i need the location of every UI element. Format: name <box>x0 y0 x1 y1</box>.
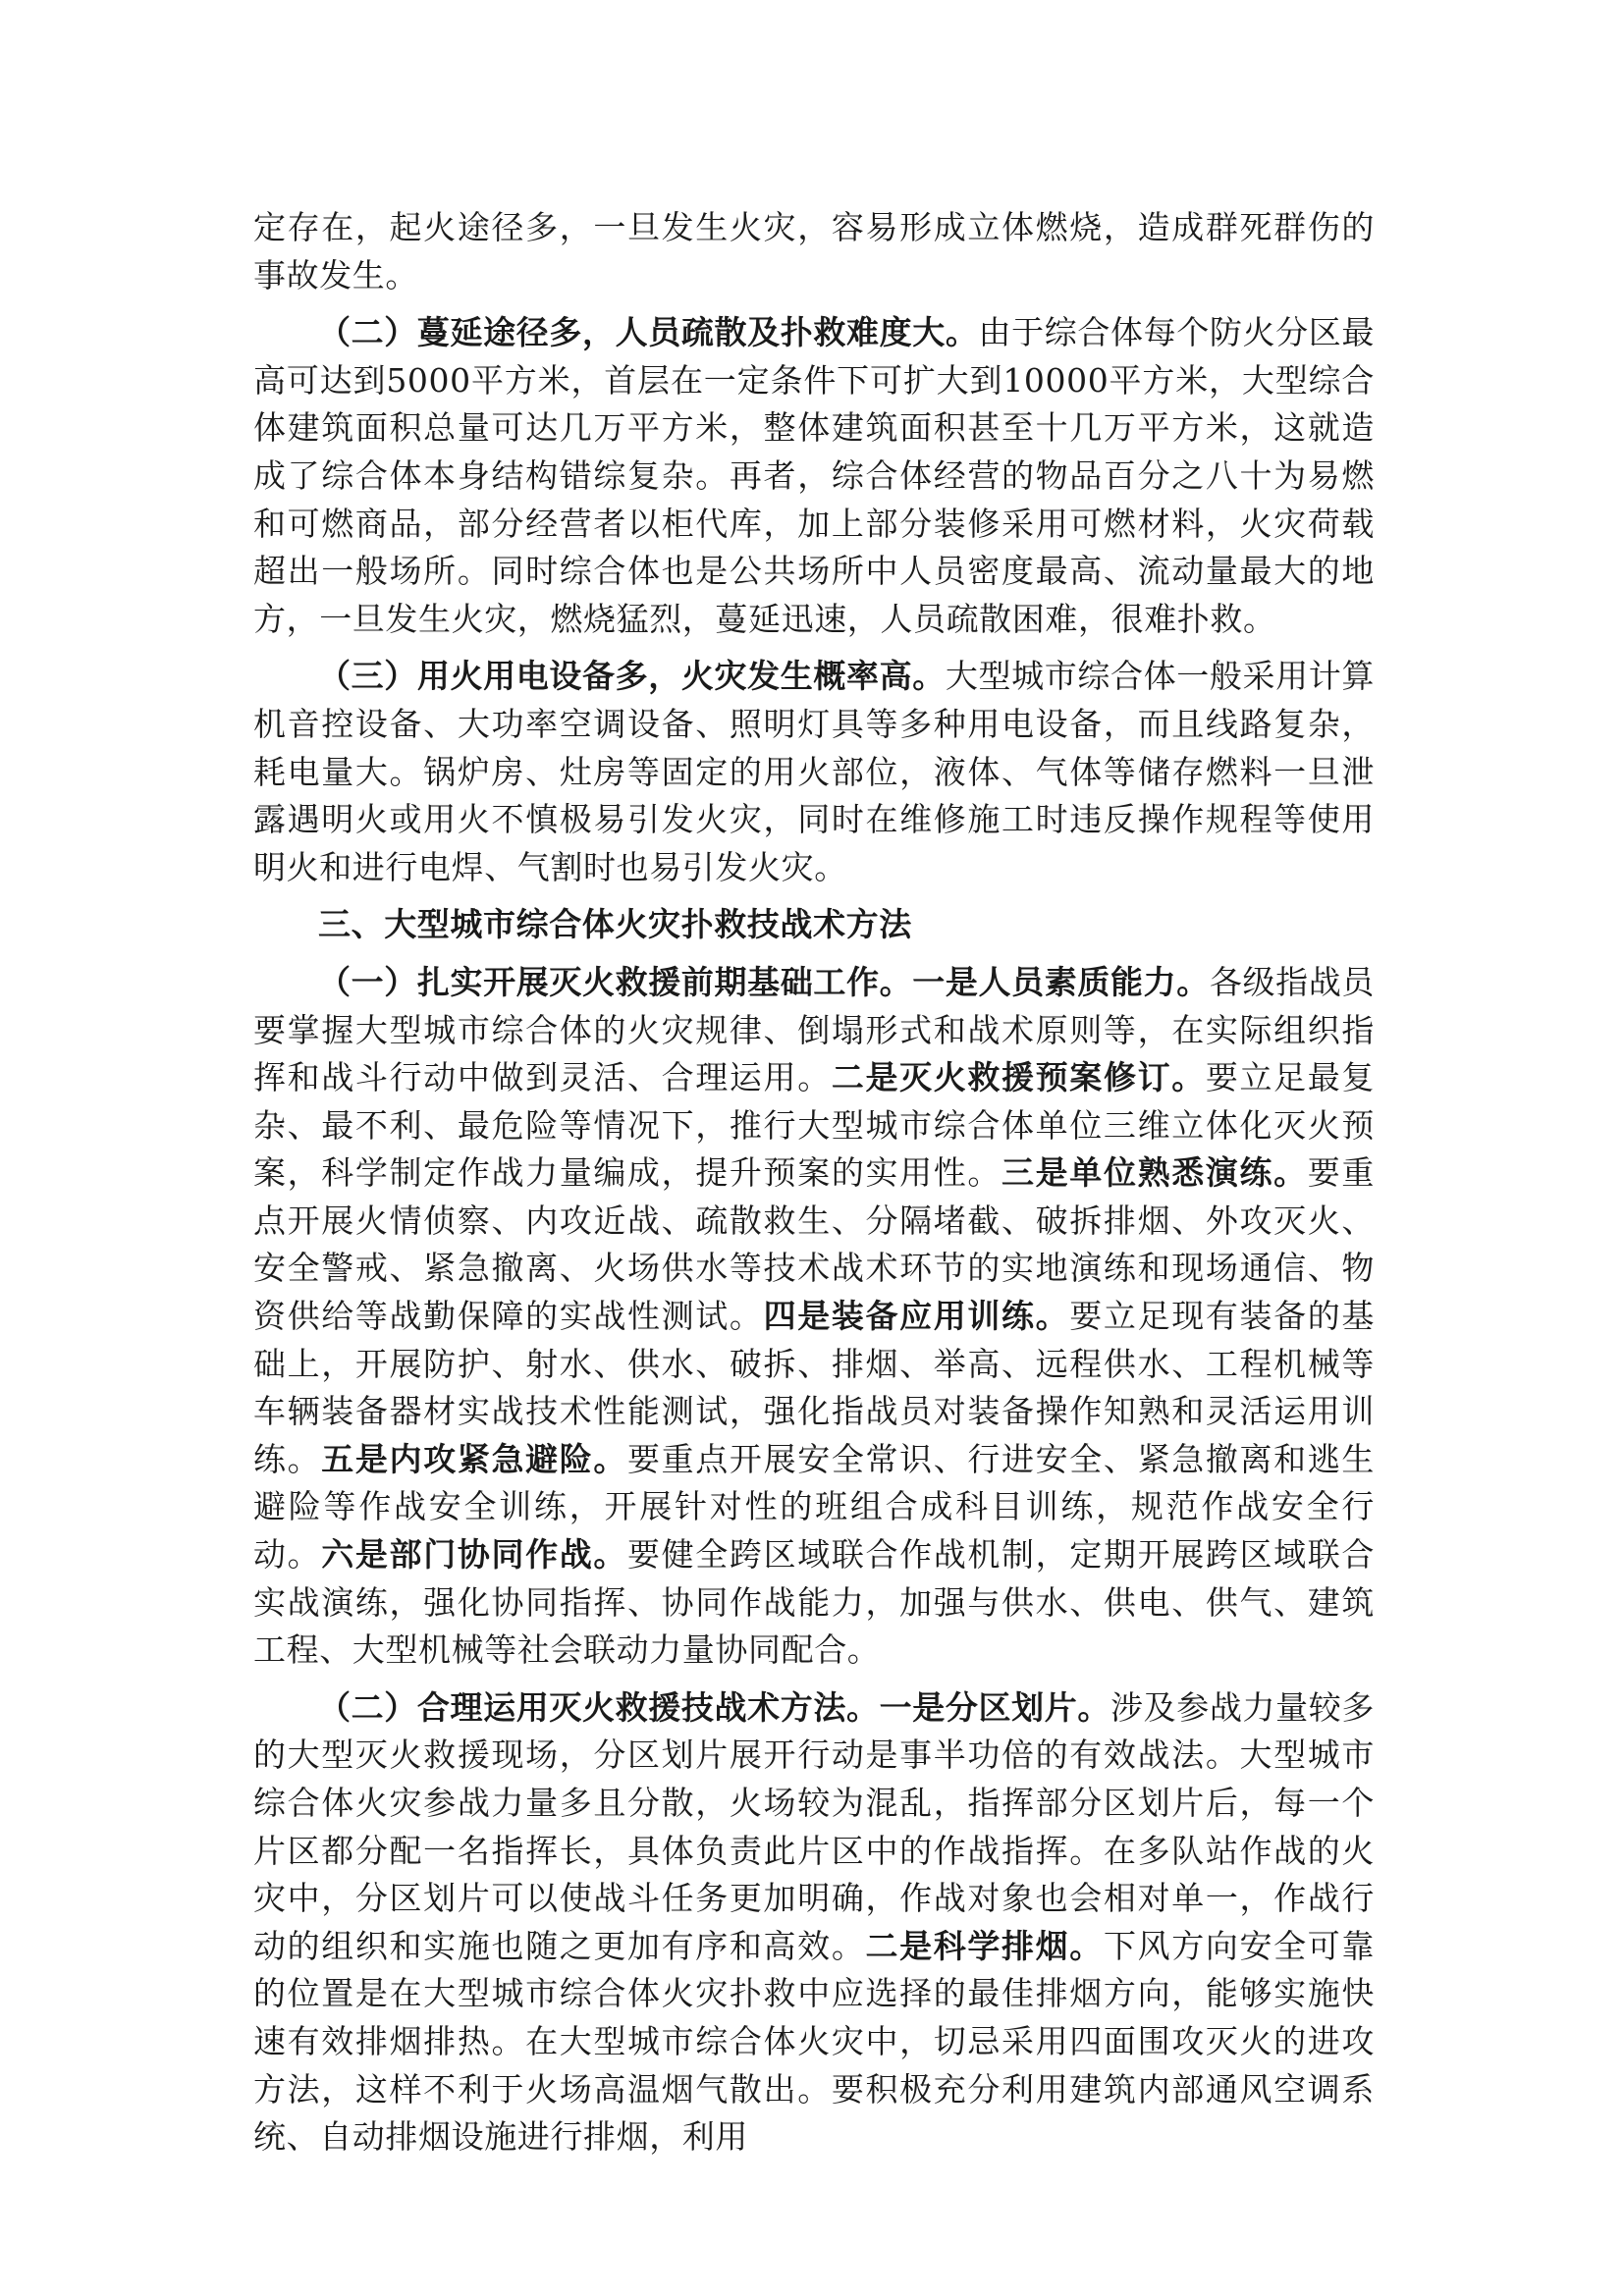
text-run: 要立足最复杂、最不利、最危险等情况下，推行大型城市综合体单位三维立体化灭火预案，科学制定作战力量编成，提升预案的实用性。 <box>253 1058 1376 1193</box>
bold-keyword-run: 二是灭火救援预案修订。 <box>831 1058 1206 1097</box>
bold-heading-run: （三）用火用电设备多，火灾发生概率高。 <box>318 657 946 696</box>
section-heading-text: 三、大型城市综合体火灾扑救技战术方法 <box>318 905 912 944</box>
text-run: 由于综合体每个防火分区最高可达到5000平方米，首层在一定条件下可扩大到10000平方米，大型综合体建筑面积总量可达几万平方米，整体建筑面积甚至十几万平方米，这就造成了综合体本身结构错综复杂。再者，综合体经营的物品百分之八十为易燃和可燃商品，部分经营者以柜代库，加上部分装修采用可燃材料，火灾荷载超出一般场所。同时综合体也是公共场所中人员密度最高、流动量最大的地方，一旦发生火灾，燃烧猛烈，蔓延迅速，人员疏散困难，很难扑救。 <box>253 313 1375 638</box>
text-run: 要立足现有装备的基础上，开展防护、射水、供水、破拆、排烟、举高、远程供水、工程机械等车辆装备器材实战技术性能测试，强化指战员对装备操作知熟和灵活运用训练。 <box>253 1297 1375 1478</box>
bold-keyword-run: 二是科学排烟。 <box>865 1926 1104 1965</box>
bold-keyword-run: 四是装备应用训练。 <box>763 1297 1070 1336</box>
text-run: 大型城市综合体一般采用计算机音控设备、大功率空调设备、照明灯具等多种用电设备，而且线路复杂，耗电量大。锅炉房、灶房等固定的用火部位，液体、气体等储存燃料一旦泄露遇明火或用火不慎极易引发火灾，同时在维修施工时违反操作规程等使用明火和进行电焊、气割时也易引发火灾。 <box>253 657 1375 886</box>
paragraph-spread-paths <box>253 309 1375 643</box>
paragraph-tactics-methods <box>253 1684 1375 2162</box>
bold-heading-run: （二）蔓延途径多，人员疏散及扑救难度大。 <box>318 313 979 352</box>
bold-heading-run: （二）合理运用灭火救援技战术方法。一是分区划片。 <box>318 1687 1111 1727</box>
text-run: 各级指战员要掌握大型城市综合体的火灾规律、倒塌形式和战术原则等，在实际组织指挥和战斗行动中做到灵活、合理运用。 <box>253 962 1376 1097</box>
paragraph-foundation-work <box>253 959 1375 1675</box>
bold-keyword-run: 六是部门协同作战。 <box>321 1535 628 1575</box>
section-heading-tactics <box>253 901 1375 949</box>
bold-keyword-run: 三是单位熟悉演练。 <box>1001 1153 1308 1193</box>
document-body <box>253 204 1375 2171</box>
text-run: 下风方向安全可靠的位置是在大型城市综合体火灾扑救中应选择的最佳排烟方向，能够实施快速有效排烟排热。在大型城市综合体火灾中，切忌采用四面围攻灭火的进攻方法，这样不利于火场高温烟气散出。要积极充分利用建筑内部通风空调系统、自动排烟设施进行排烟，利用 <box>253 1926 1375 2157</box>
bold-keyword-run: 五是内攻紧急避险。 <box>321 1439 628 1478</box>
text-run: 要重点开展安全常识、行进安全、紧急撤离和逃生避险等作战安全训练，开展针对性的班组合成科目训练，规范作战安全行动。 <box>253 1439 1375 1575</box>
paragraph-electrical-equipment <box>253 653 1375 891</box>
text-run: 要健全跨区域联合作战机制，定期开展跨区域联合实战演练，强化协同指挥、协同作战能力，加强与供水、供电、供气、建筑工程、大型机械等社会联动力量协同配合。 <box>253 1535 1375 1670</box>
paragraph-continuation <box>253 204 1375 299</box>
text-run: 定存在，起火途径多，一旦发生火灾，容易形成立体燃烧，造成群死群伤的事故发生。 <box>253 208 1375 294</box>
bold-heading-run: （一）扎实开展灭火救援前期基础工作。一是人员素质能力。 <box>318 962 1210 1001</box>
text-run: 要重点开展火情侦察、内攻近战、疏散救生、分隔堵截、破拆排烟、外攻灭火、安全警戒、紧急撤离、火场供水等技术战术环节的实地演练和现场通信、物资供给等战勤保障的实战性测试。 <box>253 1153 1376 1336</box>
text-run: 涉及参战力量较多的大型灭火救援现场，分区划片展开行动是事半功倍的有效战法。大型城市综合体火灾参战力量多且分散，火场较为混乱，指挥部分区划片后，每一个片区都分配一名指挥长，具体负责此片区中的作战指挥。在多队站作战的火灾中，分区划片可以使战斗任务更加明确，作战对象也会相对单一，作战行动的组织和实施也随之更加有序和高效。 <box>253 1687 1375 1965</box>
